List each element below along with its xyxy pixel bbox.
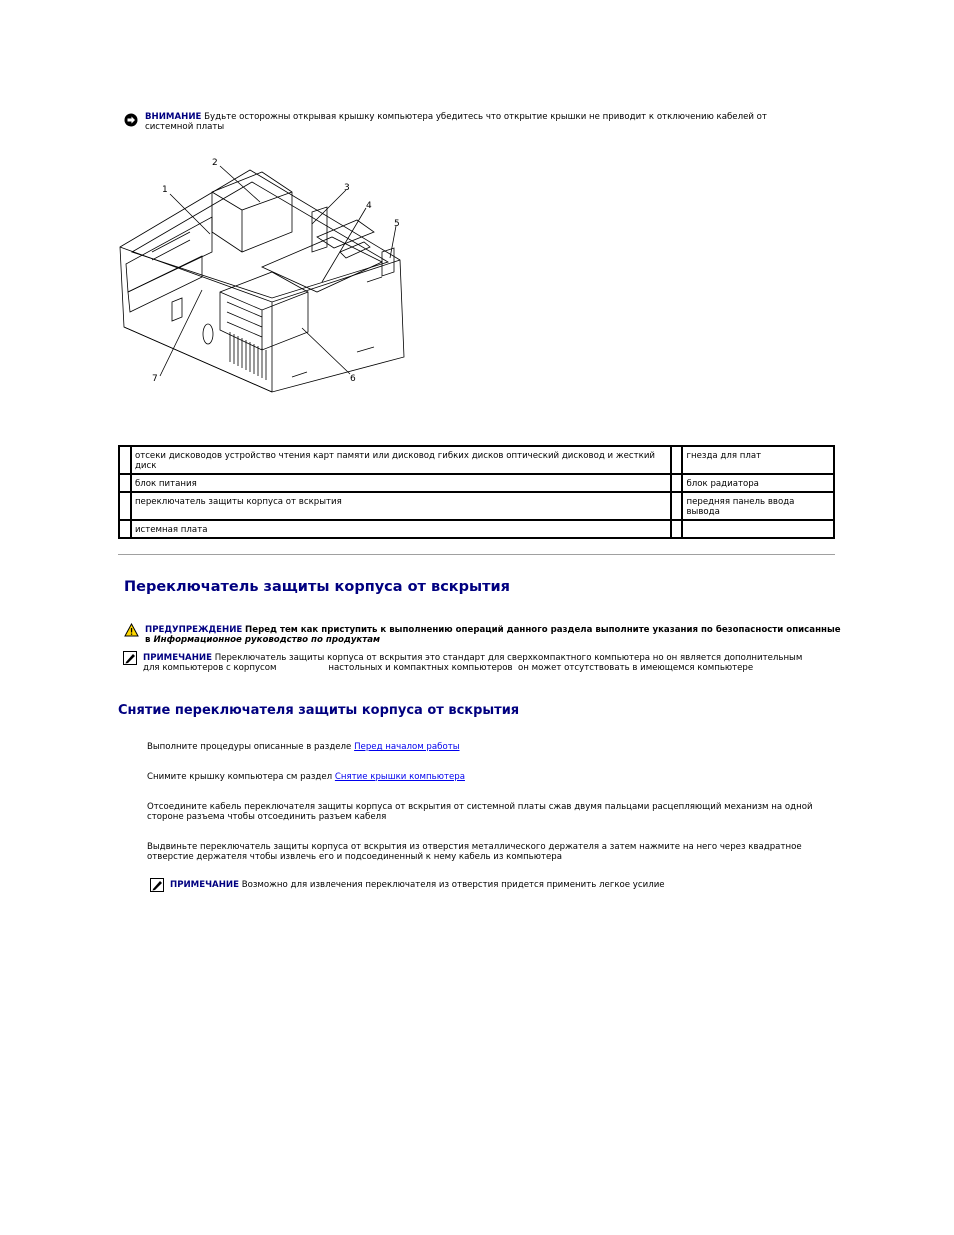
table-row (119, 474, 834, 492)
legend-cell: гнезда для плат (682, 446, 834, 474)
legend-cell: отсеки дисководов устройство чтения карт памяти или дисковод гибких дисков оптический дисковод и жесткий диск (131, 446, 671, 474)
table-row (119, 492, 834, 520)
caution-text-2: системной платы (145, 122, 225, 132)
note-2-label: ПРИМЕЧАНИЕ (170, 880, 239, 890)
note-1-text: Переключатель защиты корпуса от вскрытия это стандарт для сверхкомпактного компьютера но он является дополнительным (214, 653, 803, 663)
diagram-label-1: 1 (162, 185, 168, 195)
note-1-text-2: для компьютеров с корпусом настольных и компактных компьютеров он может отсутствовать в имеющемся компьютере (143, 663, 754, 673)
note-2-text: Возможно для извлечения переключателя из отверстия придется применить легкое усилие (241, 880, 665, 890)
caution-label: ВНИМАНИЕ (145, 112, 202, 122)
legend-cell: блок радиатора (682, 474, 834, 492)
note-icon (150, 878, 164, 892)
card-slots (312, 207, 327, 252)
before-you-begin-link[interactable]: Перед началом работы (354, 742, 460, 752)
note-1-label: ПРИМЕЧАНИЕ (143, 653, 212, 663)
section-title: Переключатель защиты корпуса от вскрытия (124, 579, 510, 595)
warning-doc-title: Информационное руководство по продуктам (153, 635, 381, 645)
legend-cell: блок питания (131, 474, 671, 492)
step-4: Выдвиньте переключатель защиты корпуса от вскрытия из отверстия металлического держателя а затем нажмите на него через квадратное отверстие держателя чтобы извлечь его и подсоединенный к нему кабель из компьютера (147, 842, 802, 862)
caution-icon (124, 113, 138, 127)
note-2 (170, 880, 830, 890)
system-board (262, 237, 382, 292)
legend-cell: переключатель защиты корпуса от вскрытия (131, 492, 671, 520)
legend-cell: передняя панель ввода вывода (682, 492, 834, 520)
diagram-label-3: 3 (344, 183, 350, 193)
warning-label: ПРЕДУПРЕЖДЕНИЕ (145, 625, 243, 635)
caution-notice (145, 112, 825, 132)
table-row (119, 446, 834, 474)
warning-text-prefix: в (145, 635, 154, 645)
table-row (119, 520, 834, 538)
legend-cell: истемная плата (131, 520, 671, 538)
diagram-label-7: 7 (152, 374, 158, 384)
warning-icon (124, 623, 139, 637)
subsection-title: Снятие переключателя защиты корпуса от вскрытия (118, 703, 520, 718)
computer-interior-diagram (112, 152, 418, 398)
legend-cell (682, 520, 834, 538)
divider (118, 554, 835, 555)
diagram-label-5: 5 (394, 219, 400, 229)
power-supply (212, 172, 292, 252)
step-2: Снимите крышку компьютера см раздел Снятие крышки компьютера (147, 772, 465, 782)
warning-text: Перед тем как приступить к выполнению операций данного раздела выполните указания по безопасности описанные (245, 625, 841, 635)
note-1 (143, 653, 843, 673)
diagram-label-2: 2 (212, 158, 218, 168)
warning-notice (145, 625, 845, 645)
step-1: Выполните процедуры описанные в разделе Перед началом работы (147, 742, 460, 752)
diagram-label-6: 6 (350, 374, 356, 384)
diagram-label-4: 4 (366, 201, 372, 211)
caution-text: Будьте осторожны открывая крышку компьютера убедитесь что открытие крышки не приводит к отключению кабелей от (204, 112, 767, 122)
step-3: Отсоедините кабель переключателя защиты корпуса от вскрытия от системной платы сжав двумя пальцами расцепляющий механизм на одной стороне разъема чтобы отсоединить разъем кабеля (147, 802, 813, 822)
note-icon (123, 651, 137, 665)
heatsink (220, 272, 308, 350)
legend-table (118, 445, 835, 539)
remove-cover-link[interactable]: Снятие крышки компьютера (334, 772, 465, 782)
